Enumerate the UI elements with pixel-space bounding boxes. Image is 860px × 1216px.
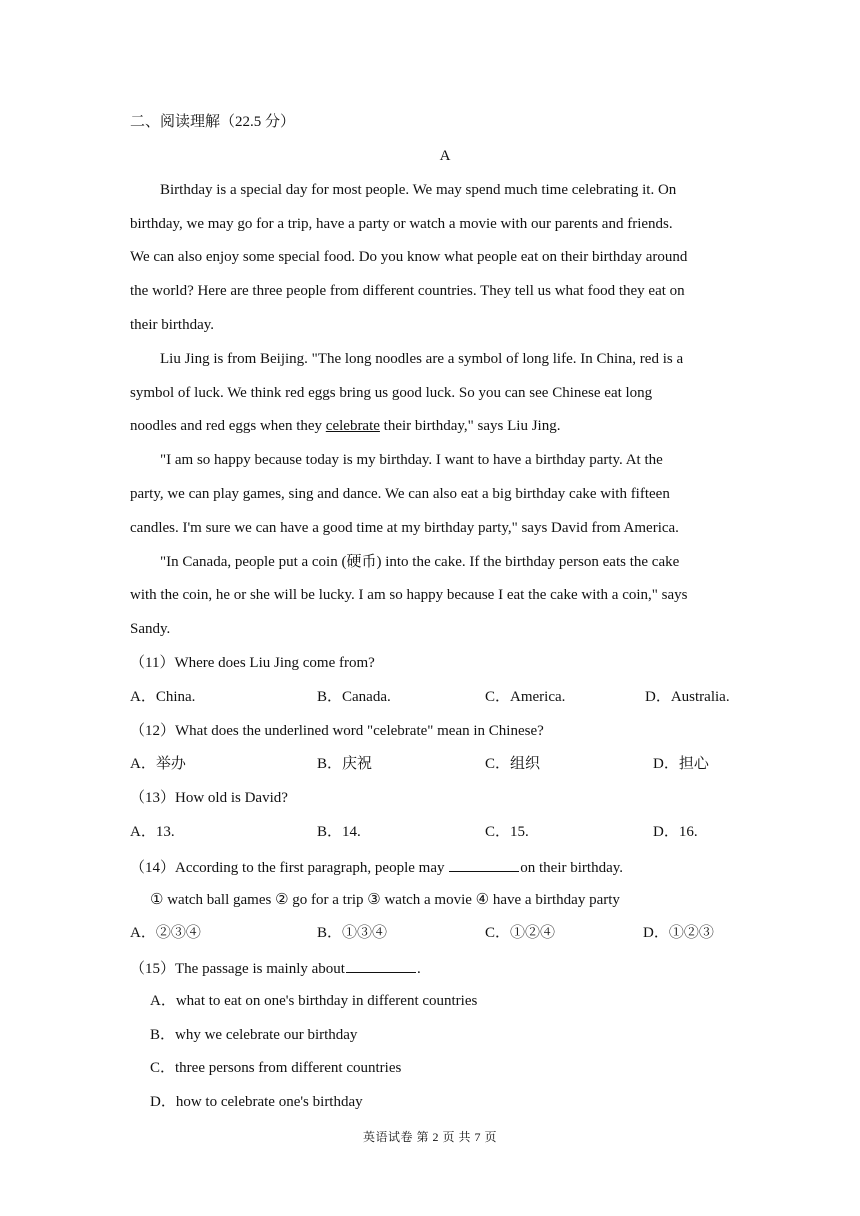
option-a: A．13.	[130, 824, 175, 840]
passage-line: party, we can play games, sing and dance. We can also eat a big birthday cake with fifteen	[130, 486, 670, 502]
option-b: B．①③④	[317, 925, 388, 941]
option-a: A．what to eat on one's birthday in different countries	[150, 993, 478, 1009]
question-stem: （11）Where does Liu Jing come from?	[130, 655, 375, 671]
text-segment: （15）The passage is mainly about	[130, 961, 345, 977]
answer-blank	[346, 957, 416, 973]
underlined-word-celebrate: celebrate	[325, 418, 380, 434]
choice-list: ① watch ball games ② go for a trip ③ watch a movie ④ have a birthday party	[150, 892, 620, 908]
option-d: D．how to celebrate one's birthday	[150, 1094, 363, 1110]
question-stem	[130, 856, 623, 876]
passage-line: Sandy.	[130, 621, 171, 637]
section-title: 二、阅读理解（22.5 分）	[130, 114, 296, 130]
option-b: B．Canada.	[317, 689, 391, 705]
text-segment: on their birthday.	[520, 860, 624, 876]
passage-line: "In Canada, people put a coin (硬币) into the cake. If the birthday person eats the cake	[160, 554, 680, 570]
option-d: D．16.	[653, 824, 698, 840]
option-b: B．庆祝	[317, 756, 373, 772]
passage-label: A	[439, 148, 451, 164]
passage-line: the world? Here are three people from different countries. They tell us what food they eat on	[130, 283, 685, 299]
option-b: B．14.	[317, 824, 361, 840]
text-segment: noodles and red eggs when they	[130, 418, 326, 434]
option-a: A．China.	[130, 689, 196, 705]
question-stem: （12）What does the underlined word "celebrate" mean in Chinese?	[130, 723, 544, 739]
option-c: C．组织	[485, 756, 541, 772]
answer-blank	[449, 856, 519, 872]
passage-line: symbol of luck. We think red eggs bring us good luck. So you can see Chinese eat long	[130, 385, 653, 401]
option-d: D．Australia.	[645, 689, 730, 705]
text-segment: .	[416, 961, 421, 977]
option-a: A．举办	[130, 756, 186, 772]
option-c: C．15.	[485, 824, 529, 840]
text-segment: （14）According to the first paragraph, people may	[130, 860, 449, 876]
page-footer: 英语试卷 第 2 页 共 7 页	[362, 1130, 497, 1144]
option-c: C．three persons from different countries	[150, 1060, 402, 1076]
option-c: C．America.	[485, 689, 566, 705]
passage-line: Birthday is a special day for most people. We may spend much time celebrating it. On	[160, 182, 677, 198]
option-c: C．①②④	[485, 925, 556, 941]
passage-line: We can also enjoy some special food. Do you know what people eat on their birthday around	[130, 249, 688, 265]
option-a: A．②③④	[130, 925, 201, 941]
passage-line: Liu Jing is from Beijing. "The long noodles are a symbol of long life. In China, red is a	[160, 351, 684, 367]
passage-line: "I am so happy because today is my birthday. I want to have a birthday party. At the	[160, 452, 663, 468]
passage-line	[130, 416, 560, 436]
passage-line: with the coin, he or she will be lucky. I am so happy because I eat the cake with a coin," says	[130, 587, 688, 603]
passage-line: birthday, we may go for a trip, have a party or watch a movie with our parents and friends.	[130, 216, 673, 232]
text-segment: their birthday," says Liu Jing.	[379, 418, 561, 434]
passage-line: their birthday.	[130, 317, 215, 333]
passage-line: candles. I'm sure we can have a good time at my birthday party," says David from America.	[130, 520, 679, 536]
option-b: B．why we celebrate our birthday	[150, 1027, 358, 1043]
option-d: D．①②③	[643, 925, 714, 941]
question-stem	[130, 957, 421, 977]
option-d: D．担心	[653, 756, 709, 772]
question-stem: （13）How old is David?	[130, 790, 288, 806]
